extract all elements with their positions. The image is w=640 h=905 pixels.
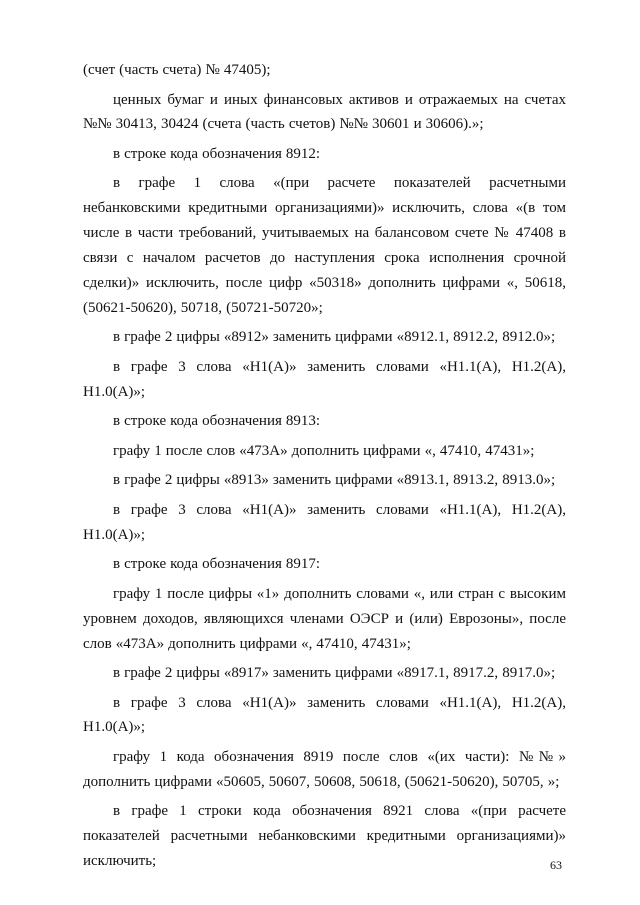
paragraph: графу 1 после цифры «1» дополнить словами «, или стран с высоким уровнем доходов, являющихся членами ОЭСР и (или) Еврозоны», после слов «473А» дополнить цифрами «, 47410, 47431»;	[83, 585, 566, 652]
paragraph: в графе 1 слова «(при расчете показателей расчетными небанковскими кредитными организациями)» исключить, слова «(в том числе в части требований, учитываемых на балансовом счете № 47408 в связи с началом расчетов до наступления срока исполнения срочной сделки)» исключить, после цифр «50318» дополнить цифрами «, 50618, (50621-50620), 50718, (50721-50720»;	[83, 175, 566, 316]
paragraph: в графе 1 строки кода обозначения 8921 слова «(при расчете показателей расчетными небанковскими кредитными организациями)» исключить;	[83, 803, 566, 870]
paragraph: в строке кода обозначения 8917:	[113, 556, 321, 573]
paragraph: в графе 2 цифры «8913» заменить цифрами «8913.1, 8913.2, 8913.0»;	[113, 472, 556, 489]
paragraph: в графе 3 слова «Н1(А)» заменить словами «Н1.1(А), Н1.2(А), Н1.0(А)»;	[83, 501, 566, 543]
paragraph: в строке кода обозначения 8912:	[113, 145, 321, 162]
paragraph: в графе 2 цифры «8912» заменить цифрами «8912.1, 8912.2, 8912.0»;	[113, 329, 556, 346]
paragraph: в строке кода обозначения 8913:	[113, 413, 321, 430]
page-number: 63	[550, 858, 562, 872]
paragraph: в графе 3 слова «Н1(А)» заменить словами «Н1.1(А), Н1.2(А), Н1.0(А)»;	[83, 694, 566, 736]
paragraph: графу 1 после слов «473А» дополнить цифрами «, 47410, 47431»;	[113, 442, 535, 459]
paragraph: графу 1 кода обозначения 8919 после слов «(их части): №№» дополнить цифрами «50605, 50607, 50608, 50618, (50621-50620), 50705, »;	[83, 748, 566, 790]
paragraph: (счет (часть счета) № 47405);	[83, 62, 271, 78]
paragraph: ценных бумаг и иных финансовых активов и отражаемых на счетах №№ 30413, 30424 (счета (часть счетов) №№ 30601 и 30606).»;	[83, 91, 566, 133]
paragraph: в графе 3 слова «Н1(А)» заменить словами «Н1.1(А), Н1.2(А), Н1.0(А)»;	[83, 358, 566, 400]
document-body	[83, 58, 566, 879]
paragraph: в графе 2 цифры «8917» заменить цифрами «8917.1, 8917.2, 8917.0»;	[113, 665, 556, 682]
